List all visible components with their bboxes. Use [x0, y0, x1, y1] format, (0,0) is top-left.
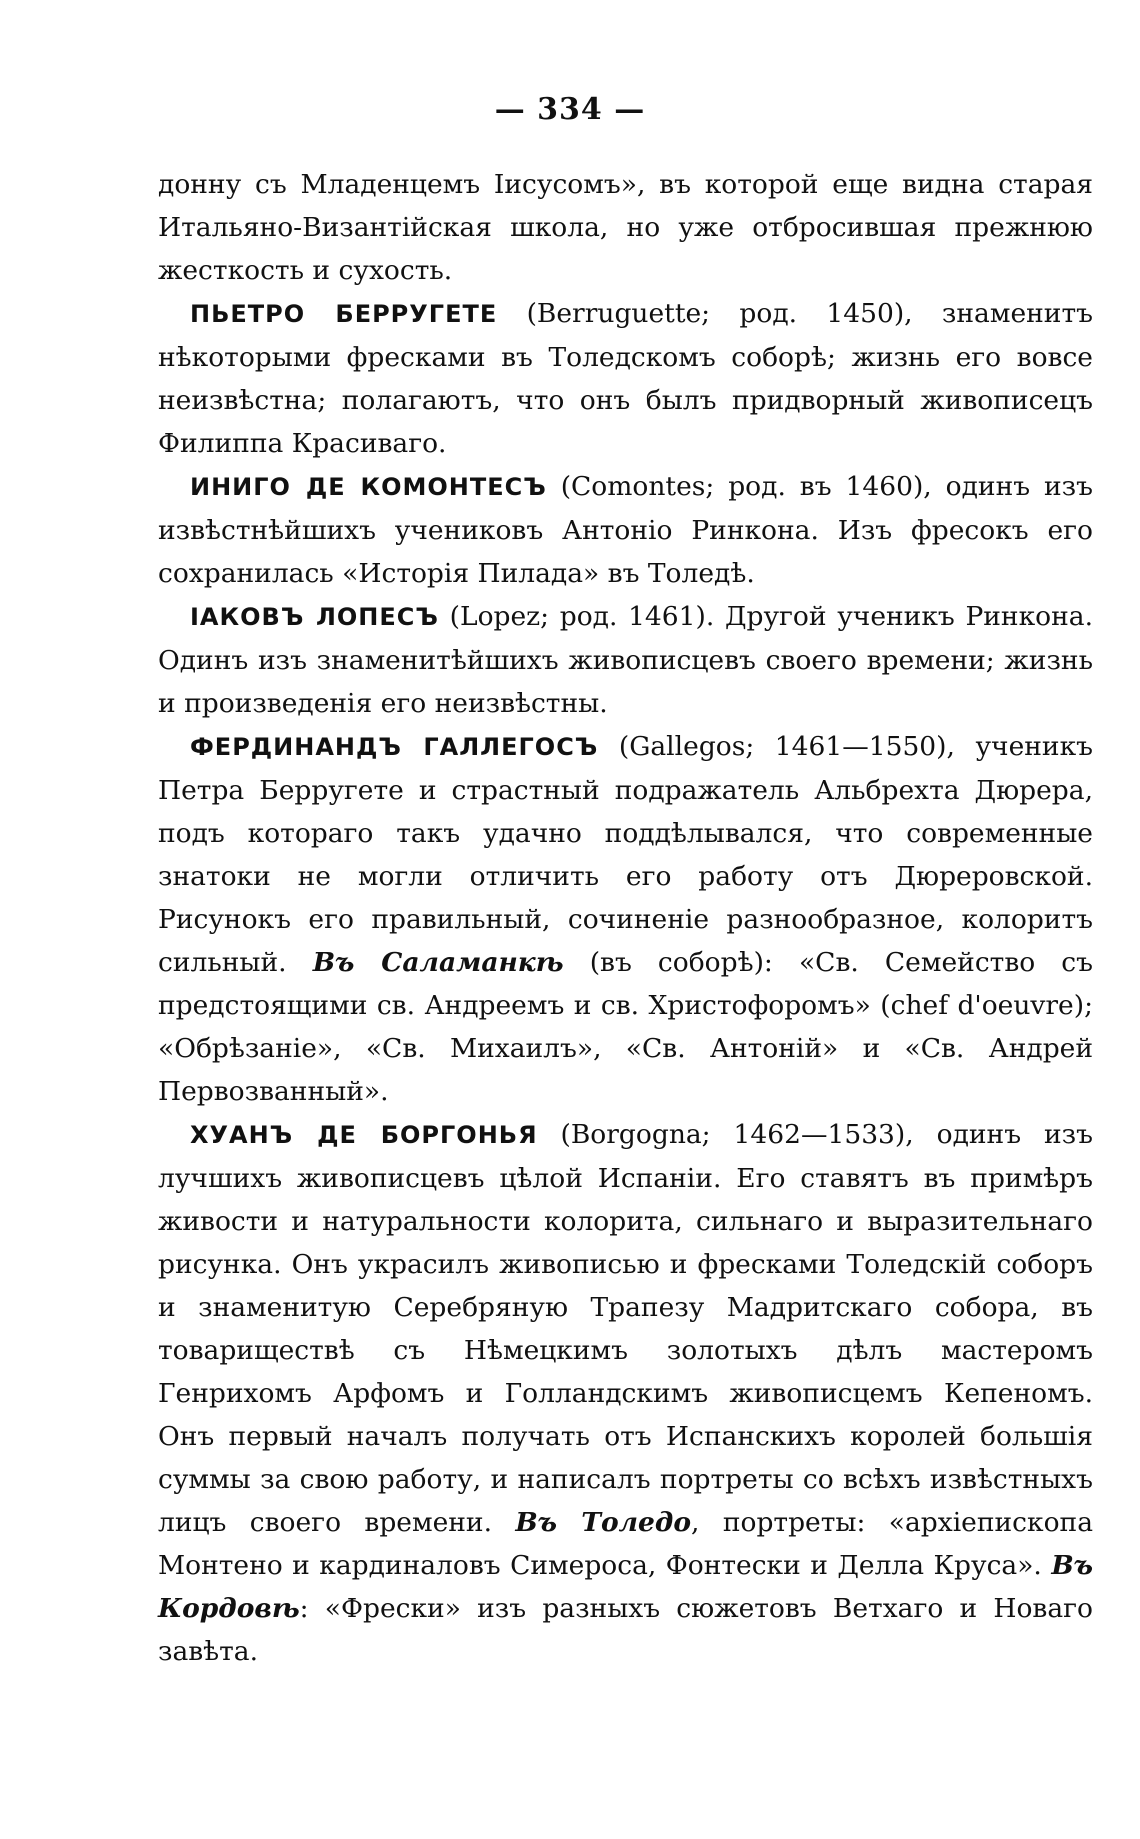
page-number: — 334 — [494, 92, 646, 127]
entry-text: (Borgogna; 1462—1533), одинъ изъ лучшихъ живописцевъ цѣлой Испаніи. Его ставятъ въ примѣръ живости и натуральности колорита, сильнаго и выразительнаго рисунка. Онъ украсилъ живописью и фресками Толедскій соборъ и знаменитую Серебряную Трапезу Мадритскаго собора, въ товариществѣ съ Нѣмецкимъ золотыхъ дѣлъ мастеромъ Генрихомъ Арфомъ и Голландскимъ живописцемъ Кепеномъ. Онъ первый началъ получать отъ Испанскихъ королей большія суммы за свою работу, и написалъ портреты со всѣхъ извѣстныхъ лицъ своего времени. [158, 1119, 1093, 1538]
page-text [158, 163, 1093, 1673]
entry-text: : «Фрески» изъ разныхъ сюжетовъ Ветхаго и Новаго завѣта. [158, 1593, 1093, 1667]
artist-name: ФЕРДИНАНДЪ ГАЛЛЕГОСЪ [190, 733, 599, 761]
place-name: Въ Саламанкѣ [312, 947, 564, 978]
entry-text: (Gallegos; 1461—1550), ученикъ Петра Берругете и страстный подражатель Альбрехта Дюрера, подъ котораго такъ удачно поддѣлывался, что современные знатоки не могли отличить его работу отъ Дюреровской. Рисунокъ его правильный, сочиненіе разнообразное, колоритъ сильный. [158, 731, 1093, 978]
artist-name: ПЬЕТРО БЕРРУГЕТЕ [190, 300, 498, 328]
entry-text: (Berruguette; род. 1450), знаменитъ нѣкоторыми фресками въ Толедскомъ соборѣ; жизнь его вовсе неизвѣстна; полагаютъ, что онъ былъ придворный живописецъ Филиппа Красиваго. [158, 298, 1093, 459]
paragraph-continuation [158, 163, 1093, 292]
entry-comontes [158, 465, 1093, 595]
entry-text: (въ соборѣ): «Св. Семейство съ предстоящими св. Андреемъ и св. Христофоромъ» (chef d'oeuvre); «Обрѣзаніе», «Св. Михаилъ», «Св. Антоній» и «Св. Андрей Первозванный». [158, 947, 1094, 1107]
entry-gallegos [158, 725, 1093, 1113]
place-name: Въ Кордовѣ [158, 1550, 1093, 1624]
paragraph-text: донну съ Младенцемъ Іисусомъ», въ которой еще видна старая Итальяно-Византійская школа, но уже отбросившая прежнюю жесткость и сухость. [158, 169, 1093, 286]
artist-name: ИНИГО ДЕ КОМОНТЕСЪ [190, 473, 547, 501]
artist-name: ІАКОВЪ ЛОПЕСЪ [190, 603, 439, 631]
artist-name: ХУАНЪ ДЕ БОРГОНЬЯ [190, 1121, 538, 1149]
entry-lopez [158, 595, 1093, 725]
entry-berruguete [158, 292, 1093, 465]
entry-text: (Comontes; род. въ 1460), одинъ изъ извѣстнѣйшихъ учениковъ Антоніо Ринкона. Изъ фресокъ его сохранилась «Исторія Пилада» въ Толедѣ. [158, 471, 1093, 589]
entry-borgogna [158, 1113, 1093, 1673]
entry-text: , портреты: «архіепископа Монтено и кардиналовъ Симероса, Фонтески и Делла Круса». [158, 1507, 1093, 1581]
entry-text: (Lopez; род. 1461). Другой ученикъ Ринкона. Одинъ изъ знаменитѣйшихъ живописцевъ своего времени; жизнь и произведенія его неизвѣстны. [158, 601, 1093, 719]
place-name: Въ Толедо [515, 1507, 692, 1538]
